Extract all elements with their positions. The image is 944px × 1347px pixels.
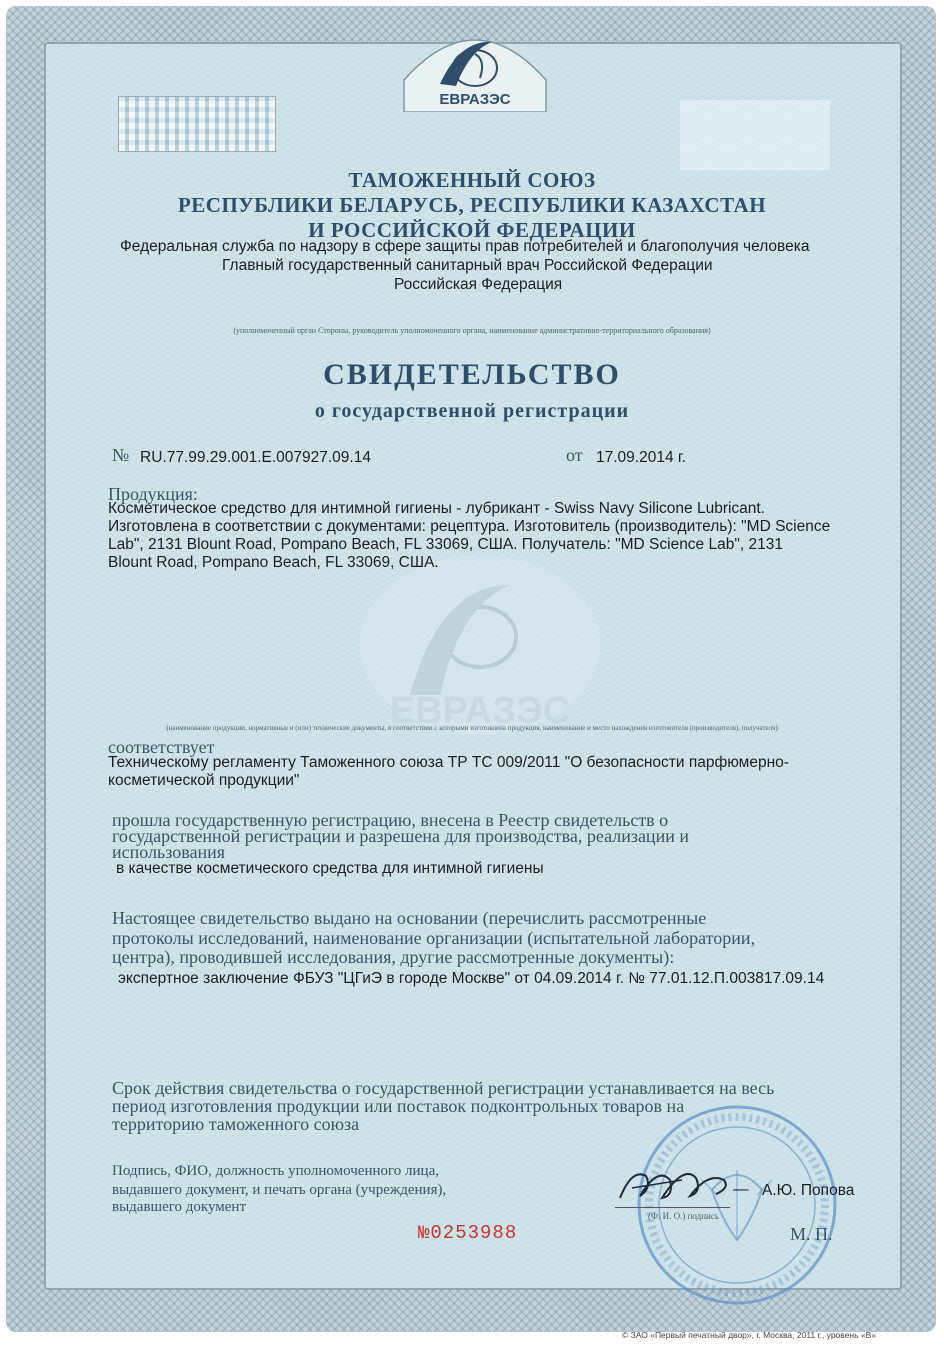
conformity-line-1: Техническому регламенту Таможенного союза ТР ТС 009/2011 "О безопасности парфюмерно- — [108, 754, 789, 771]
product-label: Продукция: — [108, 484, 198, 504]
union-line-2: РЕСПУБЛИКИ БЕЛАРУСЬ, РЕСПУБЛИКИ КАЗАХСТАН — [177, 193, 767, 217]
validity-line-2: период изготовления продукции или поставок подконтрольных товаров на — [112, 1096, 685, 1116]
registration-line-2: государственной регистрации и разрешена для производства, реализации и — [112, 826, 689, 846]
product-line: Lab", 2131 Blount Road, Pompano Beach, FL 33069, США. Получатель: "MD Science Lab", 2131 — [108, 536, 783, 553]
certificate-subtitle: о государственной регистрации — [314, 400, 630, 422]
product-caption: (наименование продукции, нормативные и (или) технические документы, в соответствии с которыми изготовлена продукция, наименование и место нахождения изготовителя (производителя), получателя) — [166, 724, 778, 732]
union-line-3: И РОССИЙСКОЙ ФЕДЕРАЦИИ — [308, 218, 636, 242]
validity-line-3: территорию таможенного союза — [112, 1114, 360, 1134]
watermark-name: ЕВРАЗЭС — [389, 690, 571, 732]
printer-footer: © ЗАО «Первый печатный двор», г. Москва, 2011 г., уровень «В» — [622, 1330, 877, 1340]
number-prefix: № — [112, 445, 130, 465]
seal-place-label: М. П. — [790, 1224, 833, 1244]
conformity-line-2: косметической продукции" — [108, 772, 300, 789]
handwritten-signature — [612, 1158, 742, 1208]
signatory-name: А.Ю. Попова — [762, 1182, 855, 1199]
authority-line-2: Главный государственный санитарный врач Российской Федерации — [222, 257, 713, 274]
registration-line-1: прошла государственную регистрацию, внесена в Реестр свидетельств о — [112, 810, 669, 830]
authority-caption: (уполномоченный орган Стороны, руководитель уполномоченного органа, наименование административно-территориального образования) — [233, 326, 711, 335]
registration-usage: в качестве косметического средства для интимной гигиены — [116, 860, 544, 877]
product-line: Blount Road, Pompano Beach, FL 33069, США. — [108, 554, 439, 571]
certificate-title: СВИДЕТЕЛЬСТВО — [323, 358, 621, 391]
emblem-name: ЕВРАЗЭС — [439, 91, 511, 108]
fio-caption: (Ф. И. О.) подпись — [648, 1211, 719, 1221]
union-line-1: ТАМОЖЕННЫЙ СОЮЗ — [348, 168, 596, 192]
conformity-label: соответствует — [108, 737, 215, 757]
blank-serial-number: №0253988 — [418, 1222, 518, 1244]
signature-caption-1: Подпись, ФИО, должность уполномоченного лица, — [112, 1163, 439, 1179]
signature-caption-3: выдавшего документ — [112, 1199, 247, 1215]
watermark-emblem-icon — [330, 545, 630, 765]
registration-number: RU.77.99.29.001.E.007927.09.14 — [140, 449, 371, 466]
signature-underline — [615, 1207, 730, 1208]
product-line: Косметическое средство для интимной гигиены - лубрикант - Swiss Navy Silicone Lubricant. — [108, 500, 766, 517]
paper-patch — [680, 100, 830, 170]
basis-line-1: Настоящее свидетельство выдано на основании (перечислить рассмотренные — [112, 908, 707, 928]
authority-line-1: Федеральная служба по надзору в сфере защиты прав потребителей и благополучия человека — [120, 238, 810, 255]
hologram-sticker — [118, 96, 276, 152]
product-line: Изготовлена в соответствии с документами: рецептура. Изготовитель (производитель): "MD Science — [108, 518, 831, 535]
signature-dash: — — [733, 1181, 749, 1198]
registration-date: 17.09.2014 г. — [596, 449, 686, 466]
signature-caption-2: выдавшего документ, и печать органа (учреждения), — [112, 1182, 447, 1198]
validity-line-1: Срок действия свидетельства о государственной регистрации устанавливается на весь — [112, 1078, 775, 1098]
basis-value: экспертное заключение ФБУЗ "ЦГиЭ в городе Москве" от 04.09.2014 г. № 77.01.12.П.003817.09.14 — [118, 970, 825, 987]
authority-line-3: Российская Федерация — [394, 276, 563, 293]
evrazes-emblem-icon — [400, 20, 550, 112]
registration-line-3: использования — [112, 842, 226, 862]
date-prefix: от — [566, 445, 583, 465]
basis-line-3: центра), проводившей исследования, другие рассмотренные документы): — [112, 947, 675, 967]
basis-line-2: протоколы исследований, наименование организации (испытательной лаборатории, — [112, 928, 756, 948]
